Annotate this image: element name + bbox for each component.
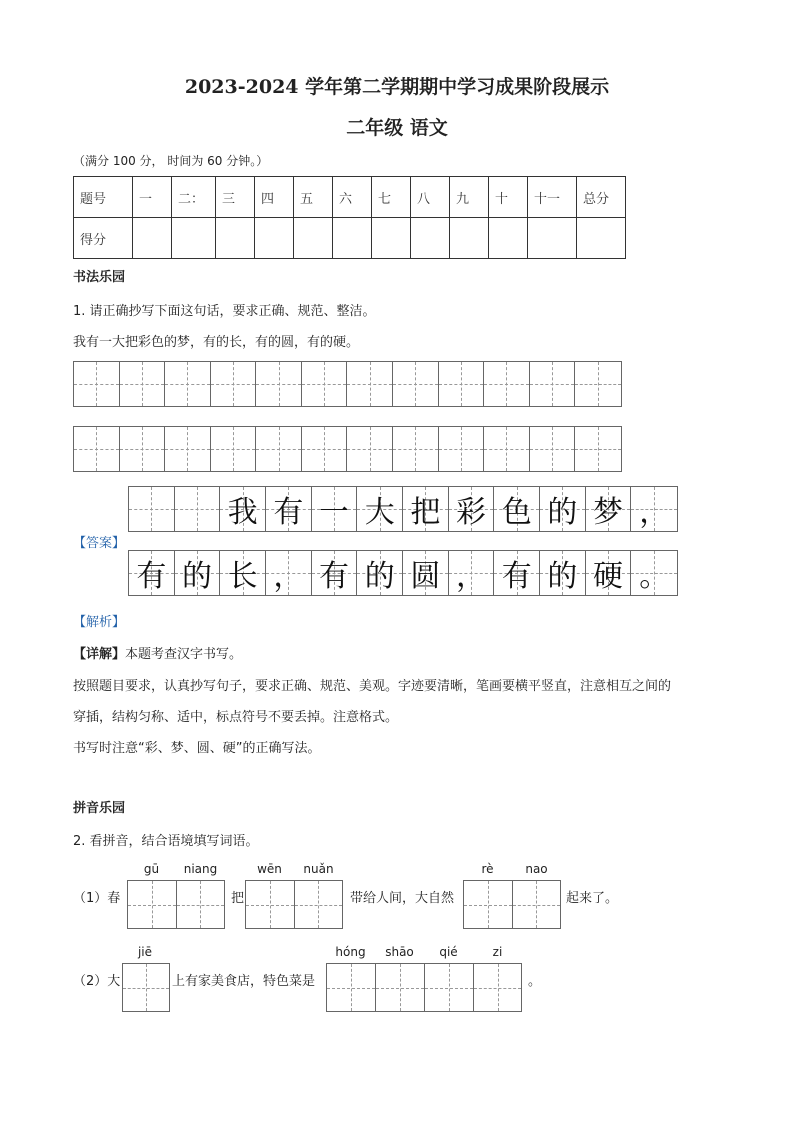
answer-char: 的: [547, 559, 578, 594]
q2-1-text-c: 带给人间，大自然: [350, 891, 455, 906]
answer-char: 有: [501, 559, 532, 594]
q2-1-text-b: 把: [231, 891, 245, 906]
answer-char: 一: [319, 495, 350, 530]
table-cell: 三: [216, 177, 255, 218]
score-note: （满分 100 分， 时间为 60 分钟。）: [73, 154, 269, 168]
score-input-cell[interactable]: [450, 218, 489, 259]
score-input-cell[interactable]: [528, 218, 577, 259]
pinyin-label: gū: [143, 862, 160, 876]
table-cell: 八: [411, 177, 450, 218]
answer-char: 。: [639, 559, 670, 594]
answer-char: 硬: [593, 559, 624, 594]
score-input-cell[interactable]: [411, 218, 450, 259]
analysis-paragraph-line-2: 穿插，结构匀称、适中，标点符号不要丢掉。注意格式。: [73, 710, 399, 725]
pinyin-label: jiē: [137, 945, 153, 959]
score-input-cell[interactable]: [133, 218, 172, 259]
answer-grid-row-1: [128, 486, 678, 532]
answer-char: 把: [410, 495, 441, 530]
answer-char: ，: [639, 495, 670, 530]
score-table-score-row: [74, 218, 626, 259]
pinyin-label: hóng: [335, 945, 366, 959]
answer-char: 圆: [410, 559, 441, 594]
answer-label: 【答案】: [73, 536, 126, 551]
question-1-text: 1. 请正确抄写下面这句话，要求正确、规范、整洁。: [73, 304, 376, 319]
pinyin-label: wēn: [257, 862, 282, 876]
answer-char: 大: [364, 495, 395, 530]
answer-box-guniang[interactable]: [127, 880, 225, 929]
score-input-cell[interactable]: [294, 218, 333, 259]
q2-1-prefix: （1）春: [73, 891, 121, 906]
pinyin-label: shāo: [385, 945, 414, 959]
score-input-cell[interactable]: [577, 218, 626, 259]
pinyin-label: qié: [439, 945, 458, 959]
answer-char: 色: [501, 495, 532, 530]
answer-char: 我: [227, 495, 258, 530]
answer-char: 梦: [593, 495, 624, 530]
pinyin-label: nuǎn: [303, 862, 334, 876]
answer-box-hongshaoqiezi[interactable]: [326, 963, 522, 1012]
answer-box-renao[interactable]: [463, 880, 561, 929]
writing-grid-row-1[interactable]: [73, 361, 622, 407]
answer-char: 的: [364, 559, 395, 594]
answer-char: 长: [227, 559, 258, 594]
pinyin-label: rè: [481, 862, 494, 876]
table-cell: 六: [333, 177, 372, 218]
table-cell: 一: [133, 177, 172, 218]
answer-char: [175, 487, 220, 531]
table-cell: 七: [372, 177, 411, 218]
table-cell: 题号: [74, 177, 133, 218]
q2-2-prefix: （2）大: [73, 974, 121, 989]
answer-char: 的: [182, 559, 212, 594]
detail-label: 【详解】: [73, 647, 126, 662]
answer-grid-row-2: [128, 550, 678, 596]
score-table: [73, 176, 626, 259]
answer-char: [129, 487, 174, 531]
score-input-cell[interactable]: [172, 218, 216, 259]
copy-sentence: 我有一大把彩色的梦，有的长，有的圆，有的硬。: [73, 335, 360, 350]
section-heading-pinyin: 拼音乐园: [73, 801, 126, 816]
detail-line: [73, 643, 242, 662]
score-input-cell[interactable]: [255, 218, 294, 259]
detail-text: 本题考查汉字书写。: [125, 647, 243, 662]
writing-grid-row-2[interactable]: [73, 426, 622, 472]
q2-2-text-b: 上有家美食店，特色菜是: [172, 974, 316, 989]
analysis-paragraph-2: 书写时注意“彩、梦、圆、硬”的正确写法。: [73, 741, 321, 756]
answer-char: ，: [273, 559, 304, 594]
score-input-cell[interactable]: [216, 218, 255, 259]
page-subtitle: 二年级 语文: [346, 117, 448, 139]
score-input-cell[interactable]: [372, 218, 411, 259]
q2-2-text-c: 。: [528, 974, 542, 989]
answer-box-wennuan[interactable]: [245, 880, 343, 929]
score-table-header-row: [74, 177, 626, 218]
pinyin-label: nao: [525, 862, 548, 876]
table-cell: 四: [255, 177, 294, 218]
answer-char: 有: [136, 559, 167, 594]
answer-box-jie[interactable]: [122, 963, 170, 1012]
page-title: 2023-2024 学年第二学期期中学习成果阶段展示: [184, 76, 610, 98]
table-cell: 十一: [528, 177, 577, 218]
answer-char: 有: [319, 559, 350, 594]
score-input-cell[interactable]: [333, 218, 372, 259]
table-cell: 总分: [577, 177, 626, 218]
table-cell: 二：: [172, 177, 216, 218]
analysis-paragraph-line-1: 按照题目要求，认真抄写句子，要求正确、规范、美观。字迹要清晰，笔画要横平竖直，注意相互之间的: [73, 679, 672, 694]
table-cell: 五: [294, 177, 333, 218]
section-heading-calligraphy: 书法乐园: [73, 270, 126, 285]
table-cell: 十: [489, 177, 528, 218]
table-cell: 得分: [74, 218, 133, 259]
table-cell: 九: [450, 177, 489, 218]
answer-char: 有: [273, 495, 304, 530]
q2-1-text-d: 起来了。: [566, 891, 619, 906]
score-input-cell[interactable]: [489, 218, 528, 259]
answer-char: 彩: [456, 495, 487, 530]
analysis-label: 【解析】: [73, 615, 126, 630]
answer-char: 的: [547, 495, 578, 530]
answer-char: ，: [456, 559, 487, 594]
pinyin-label: zi: [492, 945, 503, 959]
question-2-text: 2. 看拼音，结合语境填写词语。: [73, 834, 259, 849]
pinyin-label: niang: [183, 862, 218, 876]
